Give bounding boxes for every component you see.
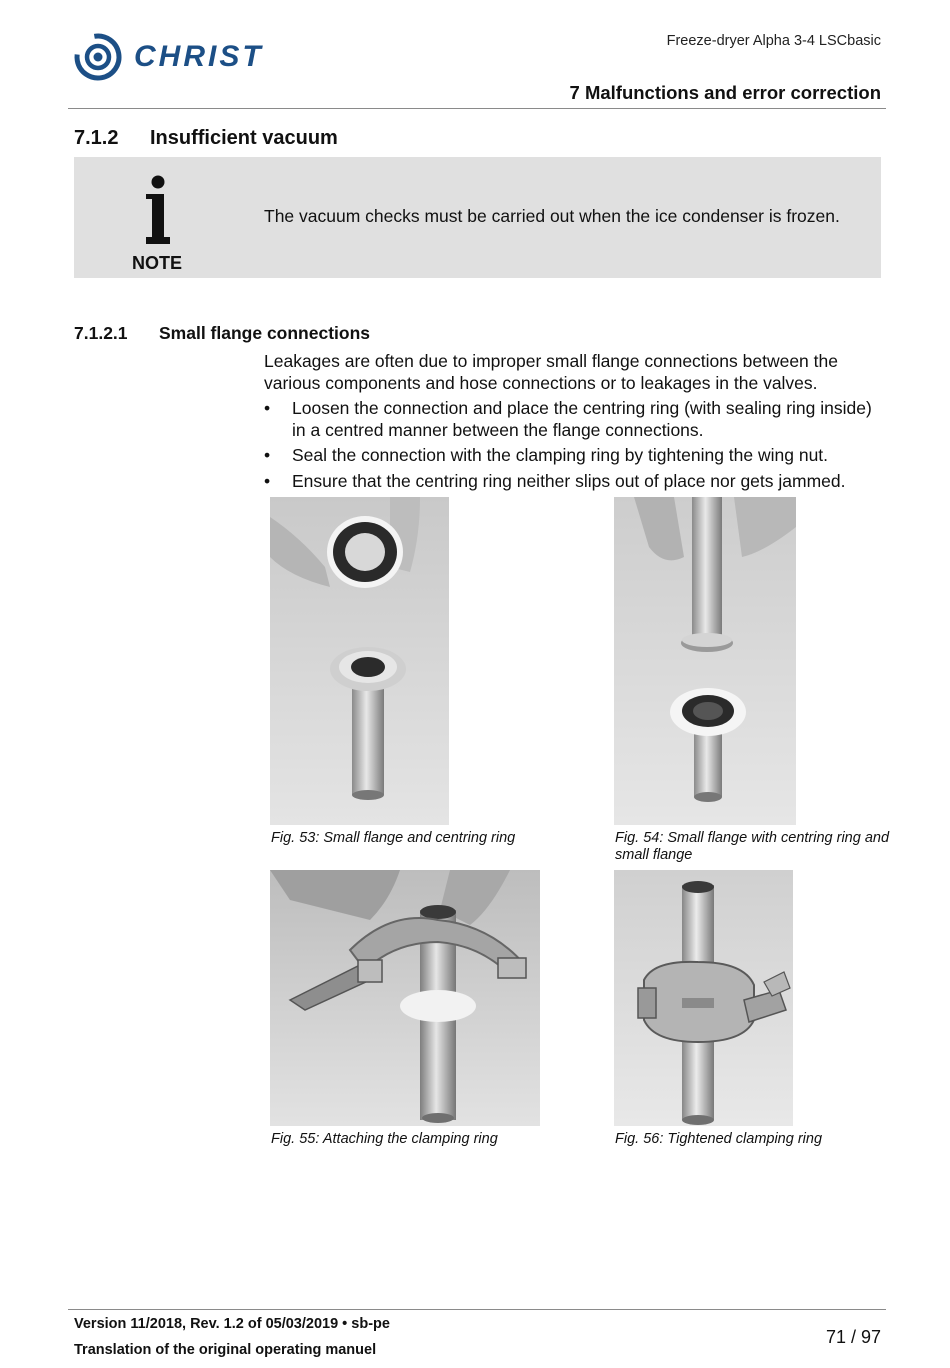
figure-55-caption: Fig. 55: Attaching the clamping ring bbox=[271, 1131, 498, 1147]
list-item-text: Ensure that the centring ring neither slips out of place nor gets jammed. bbox=[292, 470, 846, 491]
note-label: NOTE bbox=[132, 253, 183, 273]
bullet-marker: • bbox=[264, 470, 271, 491]
figure-56-caption: Fig. 56: Tightened clamping ring bbox=[615, 1131, 823, 1147]
bullet-marker: • bbox=[264, 445, 271, 465]
footer-divider bbox=[68, 1309, 886, 1310]
logo-wordmark: CHRIST bbox=[134, 40, 264, 73]
document-title: Freeze-dryer Alpha 3-4 LSCbasic bbox=[666, 33, 881, 49]
subsection-title: Small flange connections bbox=[159, 323, 371, 343]
figure-54-photo bbox=[614, 497, 796, 825]
figure-55-photo bbox=[270, 870, 540, 1126]
intro-paragraph: Leakages are often due to improper small flange connections between the various components and hose connections or to leakages in the valves. bbox=[264, 351, 838, 393]
note-text: The vacuum checks must be carried out when the ice condenser is frozen. bbox=[264, 206, 840, 226]
info-icon bbox=[145, 174, 171, 246]
footer-translation: Translation of the original operating manuel bbox=[74, 1342, 377, 1358]
chapter-title: 7 Malfunctions and error correction bbox=[569, 82, 881, 103]
subsection-number: 7.1.2.1 bbox=[74, 323, 128, 343]
list-item-text: Loosen the connection and place the centring ring (with sealing ring inside) in a centred manner between the flange connections. bbox=[292, 398, 872, 440]
list-item bbox=[264, 445, 884, 467]
figure-54-caption: Fig. 54: Small flange with centring ring and small flange bbox=[615, 830, 890, 863]
list-item-text: Seal the connection with the clamping ring by tightening the wing nut. bbox=[292, 445, 829, 465]
list-item bbox=[264, 398, 884, 441]
section-number: 7.1.2 bbox=[74, 127, 119, 149]
bullet-marker: • bbox=[264, 398, 271, 418]
figure-56-photo bbox=[614, 870, 793, 1126]
figure-53-photo bbox=[270, 497, 449, 825]
page-number: 71 / 97 bbox=[825, 1327, 881, 1347]
header-divider bbox=[68, 108, 886, 109]
footer-version: Version 11/2018, Rev. 1.2 of 05/03/2019 • sb-pe bbox=[74, 1316, 390, 1332]
instruction-list bbox=[264, 398, 884, 496]
section-title: Insufficient vacuum bbox=[150, 127, 338, 149]
christ-logo bbox=[74, 30, 314, 84]
figure-53-caption: Fig. 53: Small flange and centring ring bbox=[271, 830, 516, 846]
list-item bbox=[264, 471, 884, 493]
